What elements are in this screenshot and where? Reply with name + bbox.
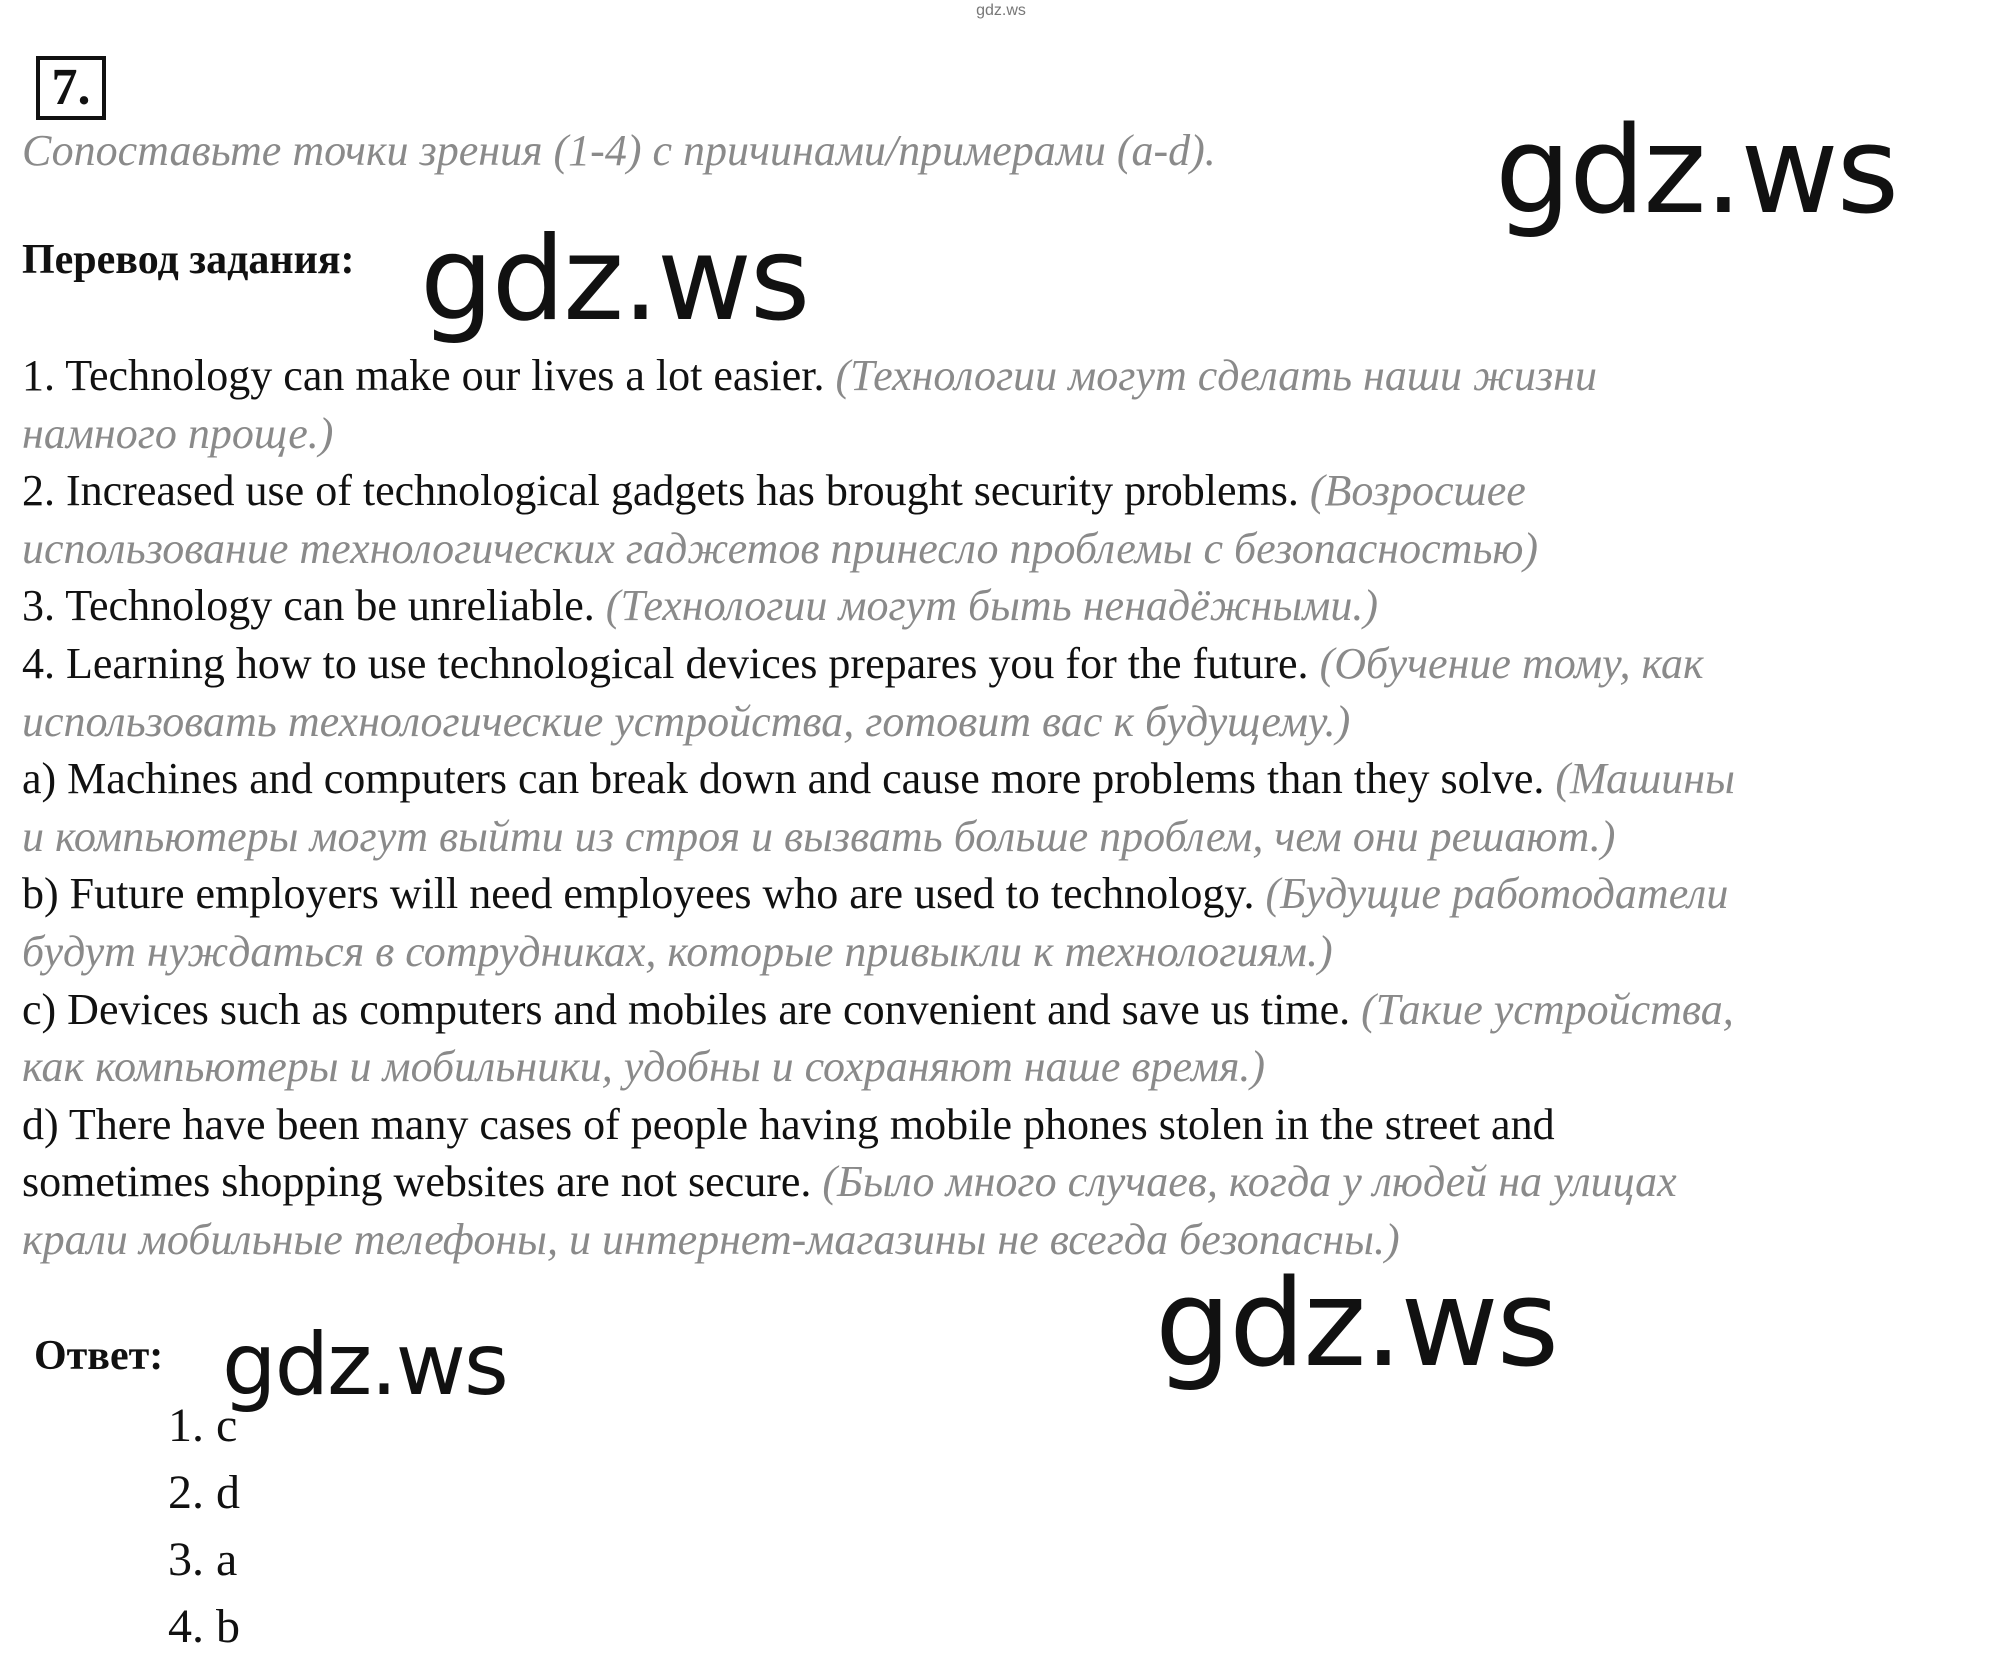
text-line: как компьютеры и мобильники, удобны и сохраняют наше время.) — [22, 1042, 1266, 1092]
exercise-text — [22, 347, 1987, 1269]
text-line: будут нуждаться в сотрудниках, которые привыкли к технологиям.) — [22, 926, 1333, 976]
text-line: 2. Increased use of technological gadgets has brought security problems. (Возросшее — [22, 466, 1526, 516]
text-line: крали мобильные телефоны, и интернет-магазины не всегда безопасны.) — [22, 1214, 1400, 1264]
text-line: d) There have been many cases of people having mobile phones stolen in the street and — [22, 1099, 1555, 1149]
exercise-number: 7. — [36, 56, 106, 120]
text-line: 4. Learning how to use technological devices prepares you for the future. (Обучение тому, как — [22, 638, 1704, 688]
watermark: gdz.ws — [222, 1315, 507, 1415]
text-line: a) Machines and computers can break down and cause more problems than they solve. (Машины — [22, 754, 1735, 804]
watermark: gdz.ws — [1495, 102, 1898, 241]
text-line: c) Devices such as computers and mobiles are convenient and save us time. (Такие устройства, — [22, 984, 1734, 1034]
text-line: намного проще.) — [22, 408, 334, 458]
text-line: 1. Technology can make our lives a lot easier. (Технологии могут сделать наши жизни — [22, 351, 1597, 400]
text-line: sometimes shopping websites are not secure. (Было много случаев, когда у людей на улицах — [22, 1157, 1677, 1207]
source-mark: gdz.ws — [976, 2, 1026, 19]
task-instruction: Сопоставьте точки зрения (1-4) с причинами/примерами (a-d). — [22, 126, 1216, 175]
answer-heading: Ответ: — [34, 1333, 164, 1379]
answer-item: 1. c — [168, 1399, 238, 1452]
answer-item: 4. b — [168, 1600, 240, 1653]
text-line: и компьютеры могут выйти из строя и вызвать больше проблем, чем они решают.) — [22, 811, 1616, 861]
answer-item: 2. d — [168, 1466, 240, 1519]
text-line: использование технологических гаджетов принесло проблемы с безопасностью) — [22, 523, 1539, 573]
translation-heading: Перевод задания: — [22, 237, 355, 283]
text-line: использовать технологические устройства, готовит вас к будущему.) — [22, 696, 1351, 746]
answer-list — [168, 1392, 240, 1660]
watermark: gdz.ws — [1155, 1255, 1558, 1394]
watermark: gdz.ws — [420, 212, 809, 347]
text-line: b) Future employers will need employees who are used to technology. (Будущие работодатели — [22, 869, 1729, 919]
text-line: 3. Technology can be unreliable. (Технологии могут быть ненадёжными.) — [22, 581, 1378, 631]
answer-item: 3. a — [168, 1533, 238, 1586]
